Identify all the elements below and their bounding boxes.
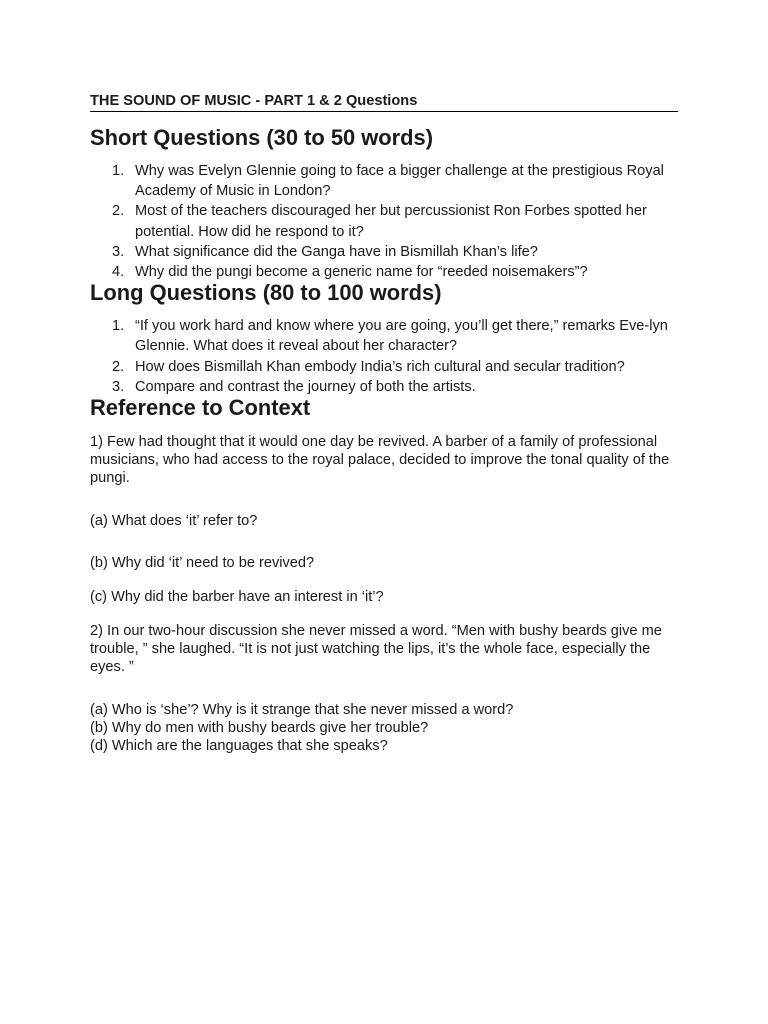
list-item: 1. Why was Evelyn Glennie going to face a bigger challenge at the prestigious Royal Academy of Music in London? [112,163,664,200]
reference-to-context-heading: Reference to Context [90,395,311,421]
long-questions-heading: Long Questions (80 to 100 words) [90,280,442,306]
document-title: THE SOUND OF MUSIC - PART 1 & 2 Questions [90,93,678,112]
list-item: 2. How does Bismillah Khan embody India’s rich cultural and secular tradition? [112,358,625,375]
question-2d: (d) Which are the languages that she speaks? [90,738,388,755]
question-2a: (a) Who is ‘she’? Why is it strange that she never missed a word? [90,702,514,719]
list-item: 3. What significance did the Ganga have in Bismillah Khan’s life? [112,243,538,260]
list-item: 4. Why did the pungi become a generic name for “reeded noisemakers”? [112,264,588,281]
document-page [90,93,678,755]
list-item: 1. “If you work hard and know where you are going, you’ll get there,” remarks Eve-lyn Glennie. What does it reveal about her character? [112,318,668,355]
list-item: 2. Most of the teachers discouraged her but percussionist Ron Forbes spotted her potential. How did he respond to it? [112,203,647,240]
question-1a: (a) What does ‘it’ refer to? [90,513,258,530]
short-questions-heading: Short Questions (30 to 50 words) [90,125,434,150]
question-2b: (b) Why do men with bushy beards give her trouble? [90,720,429,737]
long-questions-list [90,316,678,397]
list-item: 3. Compare and contrast the journey of both the artists. [112,378,476,395]
question-1b: (b) Why did ‘it’ need to be revived? [90,555,315,572]
short-questions-list [90,161,678,282]
passage-1: 1) Few had thought that it would one day be revived. A barber of a family of professional musicians, who had access to the royal palace, decided to improve the tonal quality of the pungi. [90,434,670,487]
question-1c: (c) Why did the barber have an interest in ‘it’? [90,589,384,606]
passage-2: 2) In our two-hour discussion she never missed a word. “Men with bushy beards give me trouble, ” she laughed. “It is not just watching the lips, it’s the whole face, especially the eyes. ” [90,623,662,676]
